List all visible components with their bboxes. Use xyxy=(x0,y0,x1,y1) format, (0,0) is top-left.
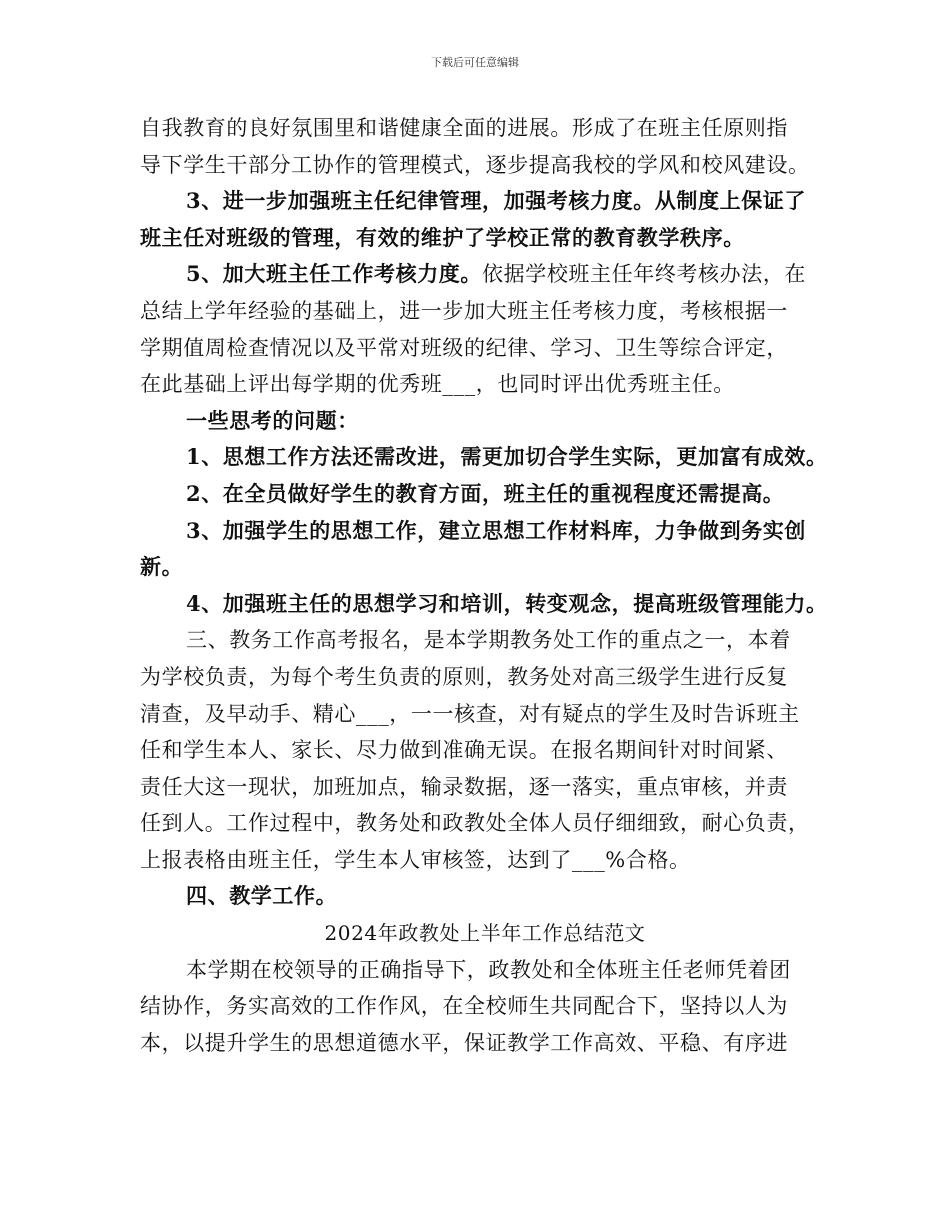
text-line-9: 一些思考的问题： xyxy=(186,407,359,433)
text-line-18: 任和学生本人、家长、尽力做到准确无误。在报名期间针对时间紧、 xyxy=(140,738,788,763)
text-line-16: 为学校负责，为每个考生负责的原则，教务处对高三级学生进行反复 xyxy=(140,664,788,689)
article-line-3: 本，以提升学生的思想道德水平，保证教学工作高效、平稳、有序进 xyxy=(140,1030,788,1055)
text-line-1: 自我教育的良好氛围里和谐健康全面的进展。形成了在班主任原则指 xyxy=(140,116,788,140)
article-title: 2024年政教处上半年工作总结范文 xyxy=(324,921,646,946)
article-line-2: 结协作，务实高效的工作作风，在全校师生共同配合下，坚持以人为 xyxy=(140,994,788,1019)
text-line-3: 3、进一步加强班主任纪律管理，加强考核力度。从制度上保证了 xyxy=(186,188,807,214)
text-line-5-bold: 5、加大班主任工作考核力度。 xyxy=(186,261,483,287)
document-body xyxy=(140,110,830,1061)
text-line-5-normal: 依据学校班主任年终考核办法，在 xyxy=(482,262,807,287)
text-line-4: 班主任对班级的管理，有效的维护了学校正常的教育教学秩序。 xyxy=(140,224,745,250)
page-header: 下载后可任意编辑 xyxy=(431,56,519,69)
text-line-6: 总结上学年经验的基础上，进一步加大班主任考核力度，考核根据一 xyxy=(140,298,788,323)
text-line-20: 任到人。工作过程中，教务处和政教处全体人员仔细细致，耐心负责， xyxy=(140,811,810,836)
text-line-19: 责任大这一现状，加班加点，输录数据，逐一落实，重点审核，并责 xyxy=(140,774,788,799)
text-line-12: 3、加强学生的思想工作，建立思想工作材料库，力争做到务实创 xyxy=(186,517,807,543)
text-line-17: 清查，及早动手、精心___，一一核查，对有疑点的学生及时告诉班主 xyxy=(140,701,800,726)
text-line-7: 学期值周检查情况以及平常对班级的纪律、学习、卫生等综合评定， xyxy=(140,335,788,360)
text-line-13: 新。 xyxy=(140,554,184,580)
text-line-15: 三、教务工作高考报名，是本学期教务处工作的重点之一，本着 xyxy=(186,628,791,653)
text-line-10: 1、思想工作方法还需改进，需更加切合学生实际，更加富有成效。 xyxy=(186,444,828,470)
text-line-14: 4、加强班主任的思想学习和培训，转变观念，提高班级管理能力。 xyxy=(186,590,828,616)
text-line-2: 导下学生干部分工协作的管理模式，逐步提高我校的学风和校风建设。 xyxy=(140,152,810,177)
text-line-8: 在此基础上评出每学期的优秀班___，也同时评出优秀班主任。 xyxy=(140,372,735,397)
text-line-21: 上报表格由班主任，学生本人审核签，达到了___%合格。 xyxy=(140,847,691,872)
article-line-1: 本学期在校领导的正确指导下，政教处和全体班主任老师凭着团 xyxy=(186,957,791,982)
text-line-22: 四、教学工作。 xyxy=(186,883,338,909)
text-line-11: 2、在全员做好学生的教育方面，班主任的重视程度还需提高。 xyxy=(186,480,785,506)
text-line-5 xyxy=(140,256,830,293)
